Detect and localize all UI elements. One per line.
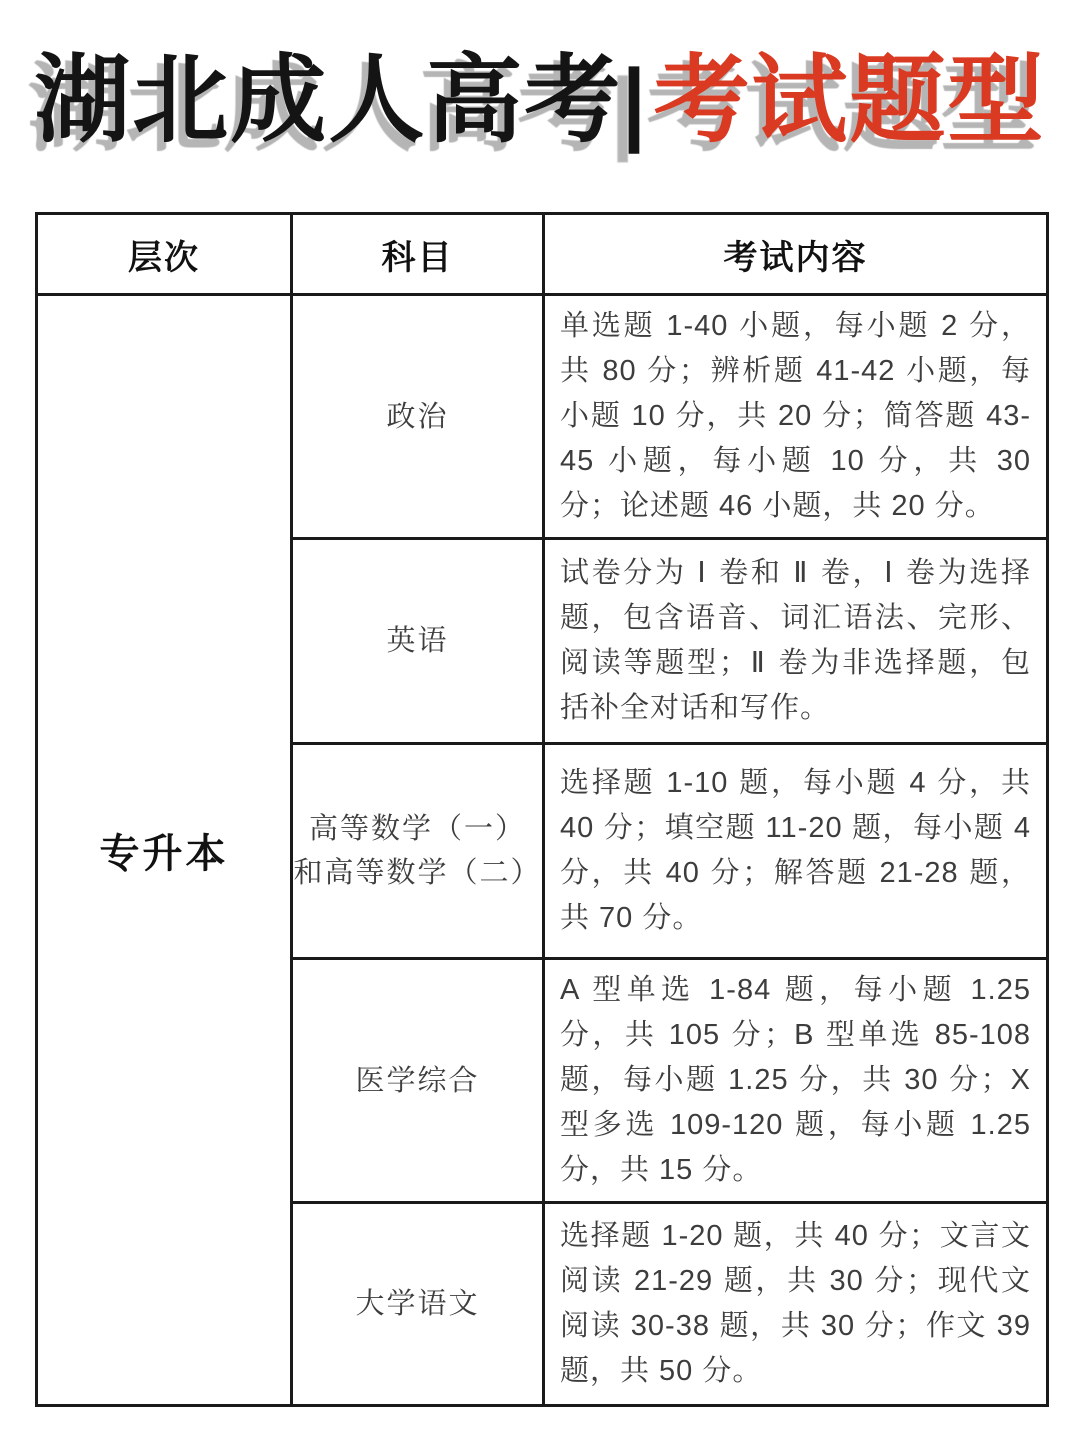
- content-cell-math: 选择题 1-10 题，每小题 4 分，共 40 分；填空题 11-20 题，每小题 4 分，共 40 分；解答题 21-28 题，共 70 分。: [544, 744, 1048, 959]
- header-level: 层次: [37, 214, 292, 295]
- page-title: [0, 0, 1080, 156]
- exam-structure-table: [35, 212, 1049, 1407]
- subject-math-line2: 和高等数学（二）: [293, 857, 542, 889]
- title-separator-bar: |: [617, 47, 655, 154]
- content-cell-chinese: 选择题 1-20 题，共 40 分；文言文阅读 21-29 题，共 30 分；现代文阅读 30-38 题，共 30 分；作文 39 题，共 50 分。: [544, 1203, 1048, 1406]
- content-cell-medical: A 型单选 1-84 题，每小题 1.25 分，共 105 分；B 型单选 85-108 题，每小题 1.25 分，共 30 分；X 型多选 109-120 题，每小题 1.25 分，共 15 分。: [544, 959, 1048, 1203]
- header-subject: 科目: [292, 214, 544, 295]
- level-cell: 专升本: [37, 295, 292, 1406]
- subject-cell-medical: 医学综合: [292, 959, 544, 1203]
- content-cell-english: 试卷分为 Ⅰ 卷和 Ⅱ 卷，Ⅰ 卷为选择题，包含语音、词汇语法、完形、阅读等题型；Ⅱ 卷为非选择题，包括补全对话和写作。: [544, 539, 1048, 744]
- table-header-row: [37, 214, 1048, 295]
- header-exam-content: 考试内容: [544, 214, 1048, 295]
- subject-cell-chinese: 大学语文: [292, 1203, 544, 1406]
- subject-cell-english: 英语: [292, 539, 544, 744]
- subject-math-line1: 高等数学（一）: [308, 813, 526, 845]
- page-title-black: 湖北成人高考: [34, 47, 623, 154]
- subject-cell-math: [292, 744, 544, 959]
- content-cell-politics: 单选题 1-40 小题，每小题 2 分，共 80 分；辨析题 41-42 小题，每小题 10 分，共 20 分；简答题 43-45 小题，每小题 10 分，共 30 分；论述题 46 小题，共 20 分。: [544, 295, 1048, 539]
- page-title-red: 考试题型: [653, 47, 1046, 154]
- table-row: [37, 295, 1048, 539]
- subject-cell-politics: 政治: [292, 295, 544, 539]
